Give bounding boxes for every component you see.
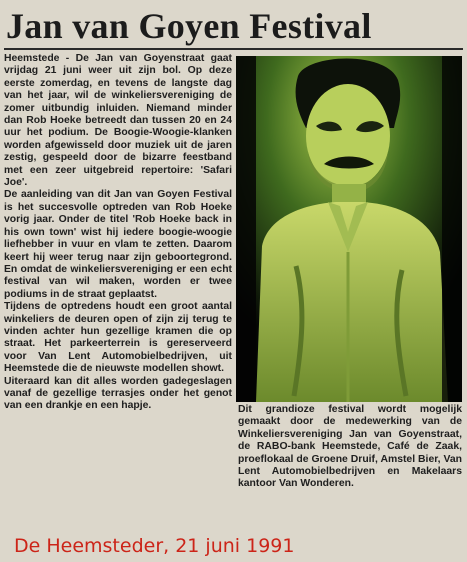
article-paragraph-4: Uiteraard kan dit alles worden gadegeslagen vanaf de gezellige terrasjes onder het genot van een drankje en een hapje. — [4, 375, 232, 412]
performer-photo — [236, 56, 462, 402]
photo-caption — [238, 404, 462, 516]
paragraph-1-text: - De Jan van Goyenstraat gaat vrijdag 21 juni weer uit zijn bol. Op deze eerste zomerdag, en tevens de langste dag van het jaar, wil de winkeliersvereniging de zomer uitbundig inluiden. Niemand minder dan Rob Hoeke betreedt dan tussen 20 en 24 uur het podium. De Boogie-Woogie-klanken worden afgewisseld door muziek uit de jaren zestig, gespeeld door de bizarre feestband met een zeer uitgebreid repertoire: 'Safari Joe'. — [4, 53, 232, 189]
source-credit — [0, 531, 467, 562]
headline-rule — [4, 48, 463, 50]
article-paragraph-3: Tijdens de optredens houdt een groot aantal winkeliers de deuren open of zijn zij terug te vinden achter hun gezellige kramen die op straat. Het parkeerterrein is gereserveerd voor Van Lent Automobielbedrijven, uit Heemstede die de nieuwste modellen showt. — [4, 301, 232, 375]
dateline: Heemstede — [4, 53, 60, 64]
article-body — [4, 53, 232, 531]
source-credit-text: De Heemsteder, 21 juni 1991 — [14, 535, 295, 557]
article-paragraph-2: De aanleiding van dit Jan van Goyen Festival is het succesvolle optreden van Rob Hoeke vorig jaar. Onder de titel 'Rob Hoeke back in his own town' wist hij iedere boogie-woogie liefhebber in vuur en vlam te zetten. Daarom keert hij weer terug naar zijn geboortegrond. En omdat de winkeliersvereniging er een echt festival van wil maken, worden er twee podiums in de straat geplaatst. — [4, 189, 232, 300]
headline: Jan van Goyen Festival — [6, 6, 372, 46]
article-paragraph-1 — [4, 53, 232, 189]
caption-text: Dit grandioze festival wordt mogelijk gemaakt door de medewerking van de Winkeliersvereniging Jan van Goyenstraat, de RABO-bank Heemstede, Café de Zaak, proeflokaal de Groene Druif, Amstel Bier, Van Lent Automobielbedrijven en Makelaars kantoor Van Wonderen. — [238, 404, 462, 490]
